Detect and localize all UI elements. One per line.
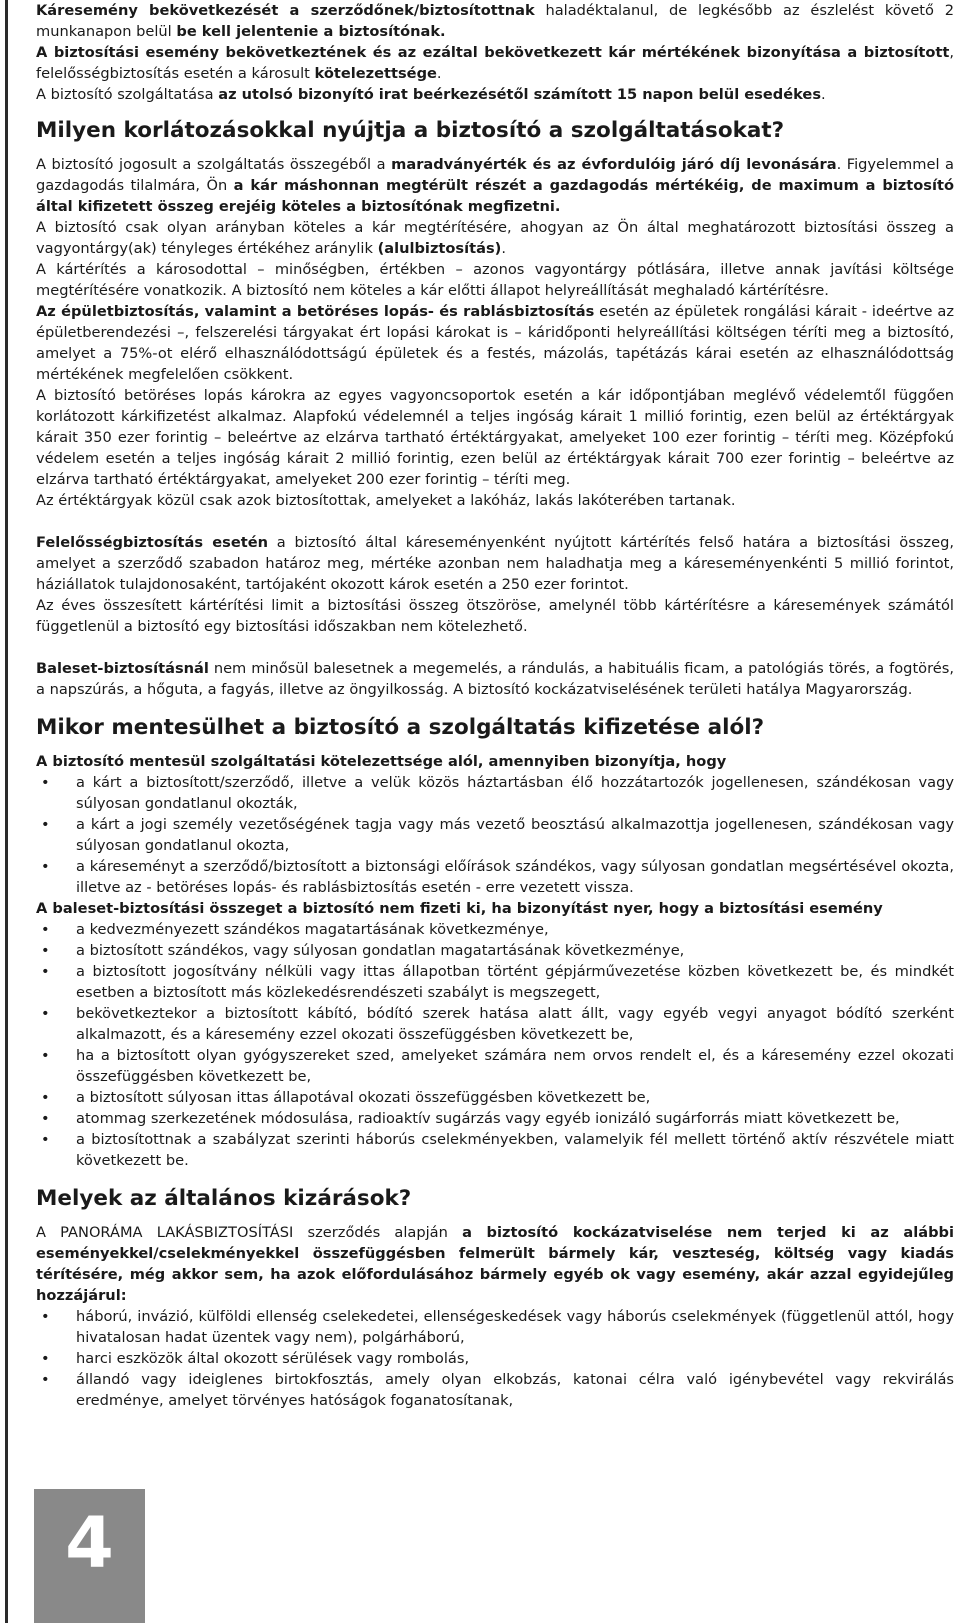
list-item: • a kedvezményezett szándékos magatartásának következménye, bbox=[36, 919, 954, 940]
accident-exclusion-list bbox=[36, 919, 954, 1171]
list-item: • állandó vagy ideiglenes birtokfosztás, amely olyan elkobzás, katonai célra való igénybevétel vagy rekvirálás eredménye, amelyet törvényes hatóságok foganatosítanak, bbox=[36, 1369, 954, 1411]
list-item: • bekövetkeztekor a biztosított kábító, bódító szerek hatása alatt állt, vagy egyéb vegyi anyagot bódító szerként alkalmazott, és a káresemény ezzel okozati összefüggésben következett be, bbox=[36, 1003, 954, 1045]
list-item: • a biztosított súlyosan ittas állapotával okozati összefüggésben következett be, bbox=[36, 1087, 954, 1108]
liability-paragraph: Felelősségbiztosítás esetén a biztosító által káreseményenként nyújtott kártérítés felső határa a biztosítási összeg, amelyet a szerződő szabadon határoz meg, mértéke azonban nem haladhatja meg a káreseményenkénti 5 millió forintot, háziállatok tulajdonosaként, tartójaként okozott károk esetén a 250 ezer forintot. bbox=[36, 534, 954, 593]
burglary-limits-paragraph: A biztosító betöréses lopás károkra az egyes vagyoncsoportok esetén a kár időpontjában meglévő védelemtől függően korlátozott kárkifizetést alkalmaz. Alapfokú védelemnél a teljes ingóság kárait 1 millió forintig, ezen belül az értéktárgyak kárait 350 ezer forintig – beleértve az elzárva tartható értéktárgyakat, amelyeket 100 ezer forintig – téríti meg. Középfokú védelem esetén a teljes ingóság kárait 2 millió forintig, ezen belül az értéktárgyak kárait 700 ezer forintig – beleértve az elzárva tartható értéktárgyakat, amelyeket 200 ezer forintig – téríti meg. bbox=[36, 387, 954, 488]
document-body bbox=[36, 0, 954, 1411]
accident-exclusion-intro: A baleset-biztosítási összeget a biztosító nem fizeti ki, ha bizonyítást nyer, hogy a biztosítási esemény bbox=[36, 900, 883, 917]
proof-obligation-paragraph: A biztosítási esemény bekövetkeztének és az ezáltal bekövetkezett kár mértékének bizonyítása a biztosított, felelősségbiztosítás esetén a károsult kötelezettsége. bbox=[36, 44, 954, 82]
page-number-box bbox=[34, 1489, 145, 1623]
claim-notification-paragraph: Káresemény bekövetkezését a szerződőnek/biztosítottnak haladéktalanul, de legkésőbb az észlelést követő 2 munkanapon belül be kell jelentenie a biztosítónak. bbox=[36, 2, 954, 40]
list-item: • ha a biztosított olyan gyógyszereket szed, amelyeket számára nem orvos rendelt el, és a káresemény ezzel okozati összefüggésben következett be, bbox=[36, 1045, 954, 1087]
list-item: • a biztosított jogosítvány nélküli vagy ittas állapotban történt gépjárművezetése közben következett be, és mindkét esetben a biztosított más közlekedésrendészeti szabályt is megszegett, bbox=[36, 961, 954, 1003]
deduction-paragraph: A biztosító jogosult a szolgáltatás összegéből a maradványérték és az évfordulóig járó díj levonására. Figyelemmel a gazdagodás tilalmára, Ön a kár máshonnan megtérült részét a gazdagodás mértékéig, de maximum a biztosító által kifizetett összeg erejéig köteles a biztosítónak megfizetni. bbox=[36, 156, 954, 215]
general-exclusions-list bbox=[36, 1306, 954, 1411]
page-number: 4 bbox=[65, 1502, 114, 1584]
exemption-intro: A biztosító mentesül szolgáltatási kötelezettsége alól, amennyiben bizonyítja, hogy bbox=[36, 753, 727, 770]
payment-due-paragraph: A biztosító szolgáltatása az utolsó bizonyító irat beérkezésétől számított 15 napon belül esedékes. bbox=[36, 86, 826, 103]
building-insurance-paragraph: Az épületbiztosítás, valamint a betöréses lopás- és rablásbiztosítás esetén az épületek rongálási kárait - ideértve az épületberendezési –, felszerelési tárgyakat ért lopási károkat is – káridőponti helyreállítási költségen téríti meg a biztosító, amelyet a 75%-ot elérő elhasználódottságú épületek és a festés, mázolás, tapétázás kárai esetén az elhasználódottság mértékének megfelelően csökkent. bbox=[36, 303, 954, 383]
section-heading-limitations: Milyen korlátozásokkal nyújtja a biztosító a szolgáltatásokat? bbox=[36, 118, 785, 143]
valuables-paragraph: Az értéktárgyak közül csak azok biztosítottak, amelyeket a lakóház, lakás lakóterében tartanak. bbox=[36, 492, 736, 509]
general-exclusions-intro: A PANORÁMA LAKÁSBIZTOSÍTÁSI szerződés alapján a biztosító kockázatviselése nem terjed ki az alábbi eseményekkel/cselekményekkel összefüggésben felmerült bármely kár, veszteség, költség vagy kiadás térítésére, még akkor sem, ha azok előfordulásához bármely egyéb ok vagy esemény, akár azzal egyidejűleg hozzájárul: bbox=[36, 1224, 954, 1304]
left-margin-rule bbox=[5, 0, 8, 1623]
list-item: • a káreseményt a szerződő/biztosított a biztonsági előírások szándékos, vagy súlyosan gondatlan megsértésével okozta, illetve az - betöréses lopás- és rablásbiztosítás esetén - erre vezetett vissza. bbox=[36, 856, 954, 898]
list-item: • a biztosítottnak a szabályzat szerinti háborús cselekményekben, valamelyik fél mellett történő aktív részvétele miatt következett be. bbox=[36, 1129, 954, 1171]
list-item: • a kárt a biztosított/szerződő, illetve a velük közös háztartásban élő hozzátartozók jogellenesen, szándékosan vagy súlyosan gondatlanul okozták, bbox=[36, 772, 954, 814]
section-heading-exemption: Mikor mentesülhet a biztosító a szolgáltatás kifizetése alól? bbox=[36, 715, 765, 740]
replacement-paragraph: A kártérítés a károsodottal – minőségben, értékben – azonos vagyontárgy pótlására, illetve annak javítási költsége megtérítésére vonatkozik. A biztosító nem köteles a kár előtti állapot helyreállítását meghaladó kártérítésre. bbox=[36, 261, 954, 299]
section-heading-general-exclusions: Melyek az általános kizárások? bbox=[36, 1186, 412, 1211]
list-item: • háború, invázió, külföldi ellenség cselekedetei, ellenségeskedések vagy háborús cselekmények (függetlenül attól, hogy hivatalosan hadat üzentek vagy nem), polgárháború, bbox=[36, 1306, 954, 1348]
list-item: • a kárt a jogi személy vezetőségének tagja vagy más vezető beosztású alkalmazottja jogellenesen, szándékosan vagy súlyosan gondatlanul okozta, bbox=[36, 814, 954, 856]
accident-insurance-paragraph: Baleset-biztosításnál nem minősül balesetnek a megemelés, a rándulás, a habituális ficam, a patológiás törés, a fogtörés, a napszúrás, a hőguta, a fagyás, illetve az öngyilkosság. A biztosító kockázatviselésének területi hatálya Magyarország. bbox=[36, 660, 954, 698]
exemption-list bbox=[36, 772, 954, 898]
list-item: • atommag szerkezetének módosulása, radioaktív sugárzás vagy egyéb ionizáló sugárforrás miatt következett be, bbox=[36, 1108, 954, 1129]
underinsurance-paragraph: A biztosító csak olyan arányban köteles a kár megtérítésére, ahogyan az Ön által meghatározott biztosítási összeg a vagyontárgy(ak) tényleges értékéhez aránylik (alulbiztosítás). bbox=[36, 219, 954, 257]
annual-limit-paragraph: Az éves összesített kártérítési limit a biztosítási összeg ötszöröse, amelynél több kártérítésre a káresemények számától függetlenül a biztosító egy biztosítási időszakban nem kötelezhető. bbox=[36, 597, 954, 635]
list-item: • harci eszközök által okozott sérülések vagy rombolás, bbox=[36, 1348, 954, 1369]
list-item: • a biztosított szándékos, vagy súlyosan gondatlan magatartásának következménye, bbox=[36, 940, 954, 961]
